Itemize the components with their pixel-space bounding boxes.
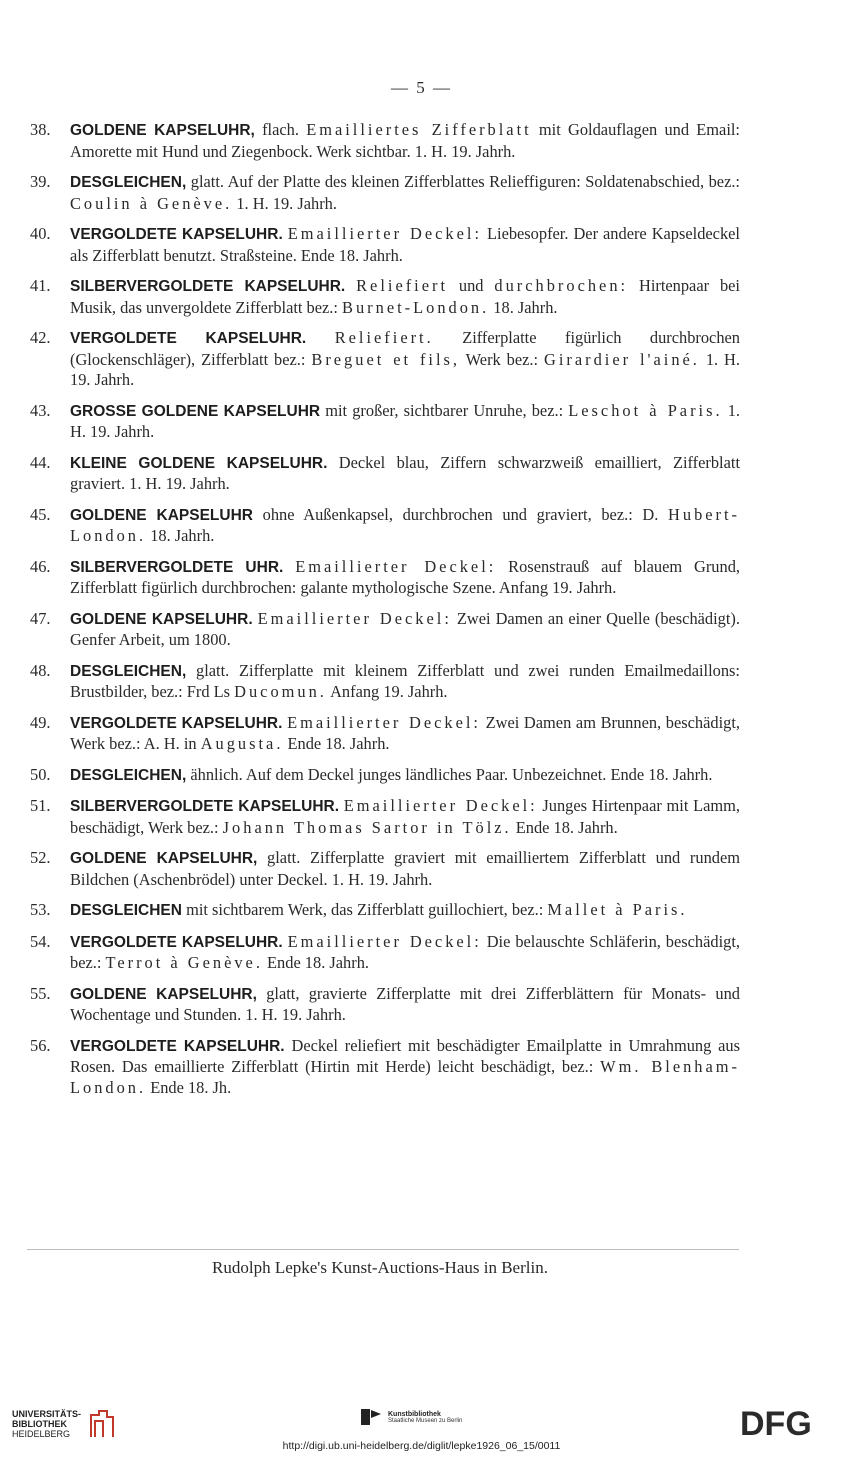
entry-number: 42.: [30, 328, 51, 347]
entry-description: Ende 18. Jahrh.: [262, 953, 369, 972]
entry-description: [306, 328, 334, 347]
entry-description: 18. Jahrh.: [146, 526, 215, 545]
spaced-text: Reliefiert: [356, 276, 449, 295]
dfg-logo[interactable]: DFG: [740, 1405, 812, 1443]
catalog-entry: [30, 1036, 740, 1099]
entry-heading: VERGOLDETE KAPSELUHR.: [70, 226, 283, 243]
footer-divider: [27, 1249, 739, 1250]
entry-number: 43.: [30, 400, 51, 420]
entry-description: Ende 18. Jh.: [146, 1077, 232, 1097]
catalog-entry: [30, 224, 740, 266]
entry-heading: DESGLEICHEN,: [70, 174, 187, 191]
entry-text: [70, 765, 740, 787]
entry-text: [70, 661, 740, 703]
entry-heading: DESGLEICHEN: [70, 902, 182, 919]
entry-description: Rosenstrauß auf blauem Grund, Zifferblatt figürlich durchbrochen: galante mythologische Szene. Anfang 19. Jahrh.: [70, 556, 740, 597]
entry-text: [70, 713, 740, 755]
entry-text: [70, 328, 740, 391]
entry-description: mit sichtbarem Werk, das Zifferblatt guillochiert, bez.:: [181, 900, 548, 919]
spaced-text: Mallet à Paris.: [547, 900, 688, 919]
catalog-entries: [30, 120, 740, 1108]
heidelberg-emblem-icon: [85, 1407, 119, 1441]
publisher-footer: Rudolph Lepke's Kunst-Auctions-Haus in Berlin.: [212, 1258, 548, 1277]
entry-description: Werk bez.:: [460, 349, 544, 369]
entry-heading: KLEINE GOLDENE KAPSELUHR.: [70, 454, 328, 472]
entry-text: [70, 453, 740, 495]
entry-text: [70, 932, 740, 974]
entry-description: Zwei Damen am Brunnen, beschädigt, Werk bez.: A. H. in: [70, 712, 740, 753]
entry-number: 54.: [30, 931, 51, 951]
catalog-entry: [30, 609, 740, 651]
entry-heading: VERGOLDETE KAPSELUHR.: [70, 1037, 285, 1055]
page-number: — 5 —: [391, 78, 452, 97]
catalog-entry: [30, 120, 740, 162]
spaced-text: Augusta.: [200, 734, 284, 753]
entry-heading: GOLDENE KAPSELUHR,: [70, 122, 255, 139]
entry-description: [283, 557, 295, 576]
entry-text: [70, 224, 740, 266]
entry-description: 1. H. 19. Jahrh.: [70, 349, 740, 389]
entry-description: Anfang 19. Jahrh.: [326, 682, 448, 701]
kunstbibliothek-emblem-icon: [360, 1408, 382, 1426]
entry-text: [70, 276, 740, 318]
entry-text: [70, 984, 740, 1026]
catalog-entry: [30, 453, 740, 495]
entry-text: [70, 796, 740, 838]
catalog-entry: [30, 848, 740, 890]
entry-number: 47.: [30, 608, 51, 628]
spaced-text: Emaillierter Deckel:: [287, 224, 482, 243]
spaced-text: Emaillierter Deckel:: [257, 608, 452, 628]
catalog-entry: [30, 900, 740, 922]
catalog-entry: [30, 984, 740, 1026]
spaced-text: Emailliertes Zifferblatt: [306, 120, 532, 139]
entry-description: Junges Hirtenpaar mit Lamm, beschädigt, Werk bez.:: [70, 796, 740, 837]
spaced-text: Girardier l'ainé.: [544, 349, 700, 369]
entry-heading: VERGOLDETE KAPSELUHR.: [70, 330, 307, 347]
spaced-text: Emaillierter Deckel:: [295, 556, 497, 576]
entry-description: flach.: [254, 120, 307, 139]
entry-text: [70, 505, 740, 547]
entry-number: 40.: [30, 224, 51, 243]
entry-text: [70, 401, 740, 443]
spaced-text: Ducomun.: [234, 682, 327, 701]
spaced-text: Burnet-London.: [342, 297, 490, 317]
entry-description: Liebesopfer. Der andere Kapseldeckel als Zifferblatt benutzt. Straßsteine. Ende 18. Jahrh.: [70, 224, 740, 265]
entry-heading: SILBERVERGOLDETE KAPSELUHR.: [70, 798, 340, 815]
entry-heading: GOLDENE KAPSELUHR.: [70, 610, 253, 628]
entry-text: [70, 609, 740, 651]
entry-number: 51.: [30, 796, 51, 815]
catalog-entry: [30, 713, 740, 755]
catalog-entry: [30, 765, 740, 787]
kunstbibliothek-logo[interactable]: [360, 1408, 462, 1426]
spaced-text: Wm. Blenham-London.: [70, 1057, 740, 1097]
entry-description: ähnlich. Auf dem Deckel junges ländliches Paar. Unbezeichnet. Ende 18. Jahrh.: [186, 764, 713, 784]
entry-text: [70, 120, 740, 162]
spaced-text: durchbrochen:: [494, 276, 629, 295]
spaced-text: Terrot à Genève.: [105, 953, 263, 972]
entry-number: 45.: [30, 504, 51, 524]
spaced-text: Emaillierter Deckel:: [287, 712, 481, 732]
entry-heading: SILBERVERGOLDETE UHR.: [70, 558, 284, 576]
entry-number: 39.: [30, 172, 51, 191]
spaced-text: Leschot à Paris.: [568, 400, 723, 420]
spaced-text: Johann Thomas Sartor in Tölz.: [222, 817, 512, 837]
entry-description: Hirtenpaar bei Musik, das unvergoldete Zifferblatt bez.:: [70, 276, 740, 317]
entry-description: glatt, gravierte Zifferplatte mit drei Zifferblättern für Monats- und Wochentage und Stunden. 1. H. 19. Jahrh.: [70, 983, 740, 1024]
entry-heading: GOLDENE KAPSELUHR,: [70, 985, 257, 1003]
entry-description: 1. H. 19. Jahrh.: [232, 193, 337, 213]
entry-number: 49.: [30, 712, 51, 732]
kb-line-1: Kunstbibliothek: [388, 1410, 441, 1418]
entry-description: Deckel reliefiert mit beschädigter Emailplatte in Umrahmung aus Rosen. Das emaillierte Zifferblatt (Hirtin mit Herde) leicht beschädigt, bez.:: [70, 1035, 740, 1076]
catalog-entry: [30, 276, 740, 318]
entry-description: Ende 18. Jahrh.: [511, 817, 618, 837]
entry-description: Zwei Damen an einer Quelle (beschädigt). Genfer Arbeit, um 1800.: [70, 608, 740, 649]
spaced-text: Coulin à Genève.: [70, 193, 233, 213]
entry-heading: SILBERVERGOLDETE KAPSELUHR.: [70, 278, 346, 295]
entry-text: [70, 848, 740, 890]
entry-description: glatt. Zifferplatte graviert mit emailliertem Zifferblatt und rundem Bildchen (Aschenbrödel) unter Deckel. 1. H. 19. Jahrh.: [70, 848, 740, 889]
entry-description: glatt. Zifferplatte mit kleinem Zifferblatt und zwei runden Emailmedaillons: Brustbilder, bez.: Frd Ls: [70, 660, 740, 701]
entry-description: mit großer, sichtbarer Unruhe, bez.:: [320, 400, 569, 420]
spaced-text: Emaillierter Deckel:: [287, 931, 482, 951]
spaced-text: Hubert-London.: [70, 504, 741, 545]
entry-description: mit Goldauflagen und Email: Amorette mit Hund und Ziegenbock. Werk sichtbar. 1. H. 19. Jahrh.: [70, 120, 740, 161]
catalog-entry: [30, 401, 740, 443]
entry-heading: VERGOLDETE KAPSELUHR.: [70, 933, 283, 951]
entry-number: 38.: [30, 120, 51, 139]
uni-line-1: UNIVERSITÄTS-: [12, 1409, 82, 1419]
entry-description: 1. H. 19. Jahrh.: [70, 400, 741, 441]
entry-text: [70, 900, 740, 922]
entry-description: [345, 276, 356, 295]
entry-heading: VERGOLDETE KAPSELUHR.: [70, 714, 283, 732]
entry-description: Deckel blau, Ziffern schwarzweiß emailliert, Zifferblatt graviert. 1. H. 19. Jahrh.: [70, 452, 740, 493]
entry-description: Zifferplatte figürlich durchbrochen (Glockenschläger), Zifferblatt bez.:: [70, 328, 741, 369]
entry-number: 44.: [30, 452, 51, 472]
source-url[interactable]: http://digi.ub.uni-heidelberg.de/diglit/lepke1926_06_15/0011: [282, 1440, 561, 1452]
entry-text: [70, 557, 740, 599]
entry-number: 56.: [30, 1035, 51, 1055]
entry-heading: GOLDENE KAPSELUHR: [70, 506, 253, 524]
spaced-text: Reliefiert.: [334, 328, 434, 347]
entry-number: 52.: [30, 848, 51, 867]
entry-description: glatt. Auf der Platte des kleinen Zifferblattes Relieffiguren: Soldatenabschied, bez.:: [186, 172, 740, 191]
catalog-entry: [30, 557, 740, 599]
entry-heading: GOLDENE KAPSELUHR,: [70, 850, 258, 867]
spaced-text: Breguet et fils,: [311, 349, 461, 369]
entry-description: Ende 18. Jahrh.: [283, 734, 390, 753]
catalog-entry: [30, 328, 740, 391]
entry-heading: DESGLEICHEN,: [70, 662, 187, 680]
entry-number: 55.: [30, 983, 51, 1003]
entry-text: [70, 172, 740, 214]
uni-line-3: HEIDELBERG: [12, 1429, 71, 1439]
entry-description: Die belauschte Schläferin, beschädigt, bez.:: [70, 931, 740, 972]
entry-text: [70, 1036, 740, 1099]
heidelberg-library-logo[interactable]: [12, 1407, 122, 1441]
catalog-entry: [30, 932, 740, 974]
kb-line-2: Staatliche Museen zu Berlin: [388, 1417, 463, 1424]
entry-heading: GROSSE GOLDENE KAPSELUHR: [70, 402, 321, 420]
entry-heading: DESGLEICHEN,: [70, 766, 187, 784]
entry-description: ohne Außenkapsel, durchbrochen und graviert, bez.: D.: [252, 504, 669, 524]
entry-number: 48.: [30, 660, 51, 680]
catalog-entry: [30, 505, 740, 547]
entry-number: 46.: [30, 556, 51, 576]
uni-line-2: BIBLIOTHEK: [12, 1419, 67, 1429]
catalog-entry: [30, 172, 740, 214]
entry-number: 41.: [30, 276, 51, 295]
entry-number: 50.: [30, 764, 51, 784]
entry-description: 18. Jahrh.: [489, 297, 558, 317]
entry-number: 53.: [30, 900, 51, 919]
catalog-entry: [30, 796, 740, 838]
spaced-text: Emaillierter Deckel:: [343, 796, 538, 815]
entry-description: und: [448, 276, 495, 295]
catalog-entry: [30, 661, 740, 703]
